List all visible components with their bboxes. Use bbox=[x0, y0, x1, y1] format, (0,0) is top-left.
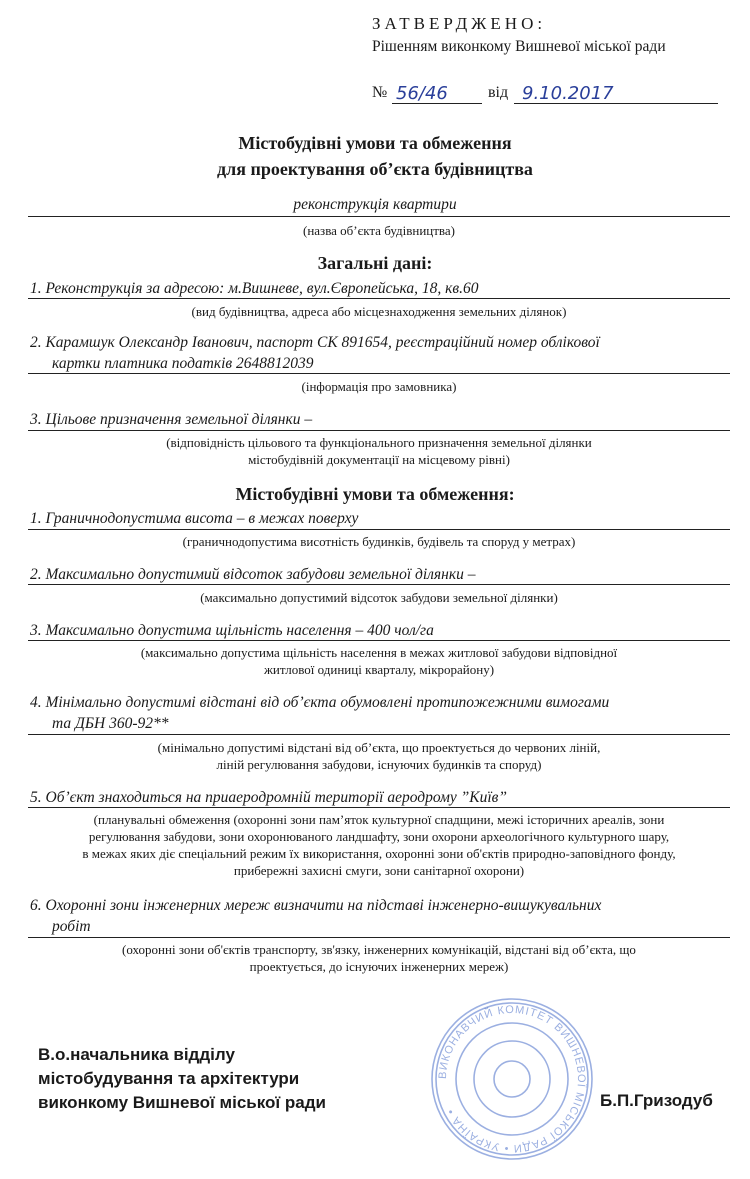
condition-4-line2: та ДБН 360-92** bbox=[52, 715, 169, 732]
signature-line-1: В.о.начальника відділу bbox=[38, 1045, 235, 1064]
condition-5-caption-line2: регулювання забудови, зони охоронюваного ландшафту, зони охорони археологічного культурного шару, bbox=[88, 829, 670, 844]
general-item-2-caption: (інформація про замовника) bbox=[301, 379, 457, 394]
condition-5-caption-line1: (планувальні обмеження (охоронні зони пам’яток культурної спадщини, межі історичних ареалів, зони bbox=[93, 812, 665, 827]
signatory-name: Б.П.Гризодуб bbox=[600, 1091, 713, 1110]
signature-line-3: виконкому Вишневої міської ради bbox=[38, 1093, 327, 1112]
general-item-3-caption-line2: містобудівній документації на місцевому рівні) bbox=[248, 452, 510, 467]
object-name: реконструкція квартири bbox=[293, 196, 457, 213]
decree-number-date bbox=[372, 80, 718, 104]
number-label: № bbox=[372, 84, 388, 101]
condition-2-caption: (максимально допустимий відсоток забудови земельної ділянки) bbox=[200, 590, 558, 605]
general-item-3-caption-line1: (відповідність цільового та функціонального призначення земельної ділянки bbox=[166, 435, 592, 450]
condition-3: 3. Максимально допустима щільність населення – 400 чол/га bbox=[30, 622, 434, 639]
conditions-heading: Містобудівні умови та обмеження: bbox=[235, 484, 515, 504]
approved-by: Рішенням виконкому Вишневої міської ради bbox=[372, 38, 666, 55]
date-value: 9.10.2017 bbox=[522, 83, 614, 104]
condition-5: 5. Об’єкт знаходиться на приаеродромній території аеродрому ”Київ” bbox=[30, 789, 507, 806]
condition-5-underline bbox=[28, 807, 730, 808]
condition-4-underline bbox=[28, 734, 730, 735]
general-item-3: 3. Цільове призначення земельної ділянки – bbox=[30, 411, 313, 428]
condition-5-caption-line4: прибережні захисні смуги, зони санітарної охорони) bbox=[233, 863, 525, 878]
general-item-2-line1: 2. Карамшук Олександр Іванович, паспорт СК 891654, реєстраційний номер облікової bbox=[30, 334, 600, 351]
general-heading: Загальні дані: bbox=[317, 253, 433, 273]
condition-2-underline bbox=[28, 584, 730, 585]
condition-1-caption: (граничнодопустима висотність будинків, будівель та споруд у метрах) bbox=[182, 534, 576, 549]
condition-2: 2. Максимально допустимий відсоток забудови земельної ділянки – bbox=[30, 566, 476, 583]
document-title-line1: Містобудівні умови та обмеження bbox=[238, 133, 512, 153]
approved-label: ЗАТВЕРДЖЕНО: bbox=[372, 14, 547, 33]
signature-line-2: містобудування та архітектури bbox=[38, 1069, 300, 1088]
object-caption: (назва об’єкта будівництва) bbox=[303, 223, 455, 238]
condition-1-underline bbox=[28, 529, 730, 530]
general-item-1-underline bbox=[28, 298, 730, 299]
general-item-2-line2: картки платника податків 2648812039 bbox=[52, 355, 314, 372]
condition-4-caption-line2: ліній регулювання забудови, існуючих будинків та споруд) bbox=[216, 757, 542, 772]
number-value: 56/46 bbox=[396, 83, 448, 104]
signature-block bbox=[38, 1043, 326, 1115]
condition-4-caption-line1: (мінімально допустимі відстані від об’єкта, що проектується до червоних ліній, bbox=[157, 740, 601, 755]
condition-4-line1: 4. Мінімально допустимі відстані від об’єкта обумовлені протипожежними вимогами bbox=[30, 694, 610, 711]
condition-6-caption-line1: (охоронні зони об'єктів транспорту, зв'язку, інженерних комунікацій, відстані від об’єкта, що bbox=[122, 942, 636, 957]
condition-3-caption-line2: житлової одиниці кварталу, мікрорайону) bbox=[263, 662, 495, 677]
condition-3-underline bbox=[28, 640, 730, 641]
object-underline bbox=[28, 216, 730, 217]
official-seal bbox=[428, 995, 596, 1163]
svg-text:ВИКОНАВЧИЙ КОМІТЕТ ВИШНЕВОЇ МІ: ВИКОНАВЧИЙ КОМІТЕТ ВИШНЕВОЇ МІСЬКОЇ РАДИ • УКРАЇНА • bbox=[436, 1003, 588, 1155]
condition-1: 1. Граничнодопустима висота – в межах поверху bbox=[30, 510, 359, 527]
document-title-line2: для проектування об’єкта будівництва bbox=[217, 159, 533, 179]
condition-6-underline bbox=[28, 937, 730, 938]
general-item-2-underline bbox=[28, 373, 730, 374]
general-item-1-caption: (вид будівництва, адреса або місцезнаходження земельних ділянок) bbox=[191, 304, 567, 319]
general-item-3-underline bbox=[28, 430, 730, 431]
general-item-1: 1. Реконструкція за адресою: м.Вишневе, вул.Європейська, 18, кв.60 bbox=[30, 280, 479, 297]
condition-6-caption-line2: проектується, до існуючих інженерних мереж) bbox=[249, 959, 509, 974]
condition-3-caption-line1: (максимально допустима щільність населення в межах житлової забудови відповідної bbox=[140, 645, 618, 660]
condition-6-line2: робіт bbox=[52, 918, 91, 935]
date-label: від bbox=[488, 84, 509, 101]
condition-5-caption-line3: в межах яких діє спеціальний режим їх використання, охоронні зони об'єктів природно-заповідного фонду, bbox=[82, 846, 676, 861]
condition-6-line1: 6. Охоронні зони інженерних мереж визначити на підставі інженерно-вишукувальних bbox=[30, 897, 602, 914]
